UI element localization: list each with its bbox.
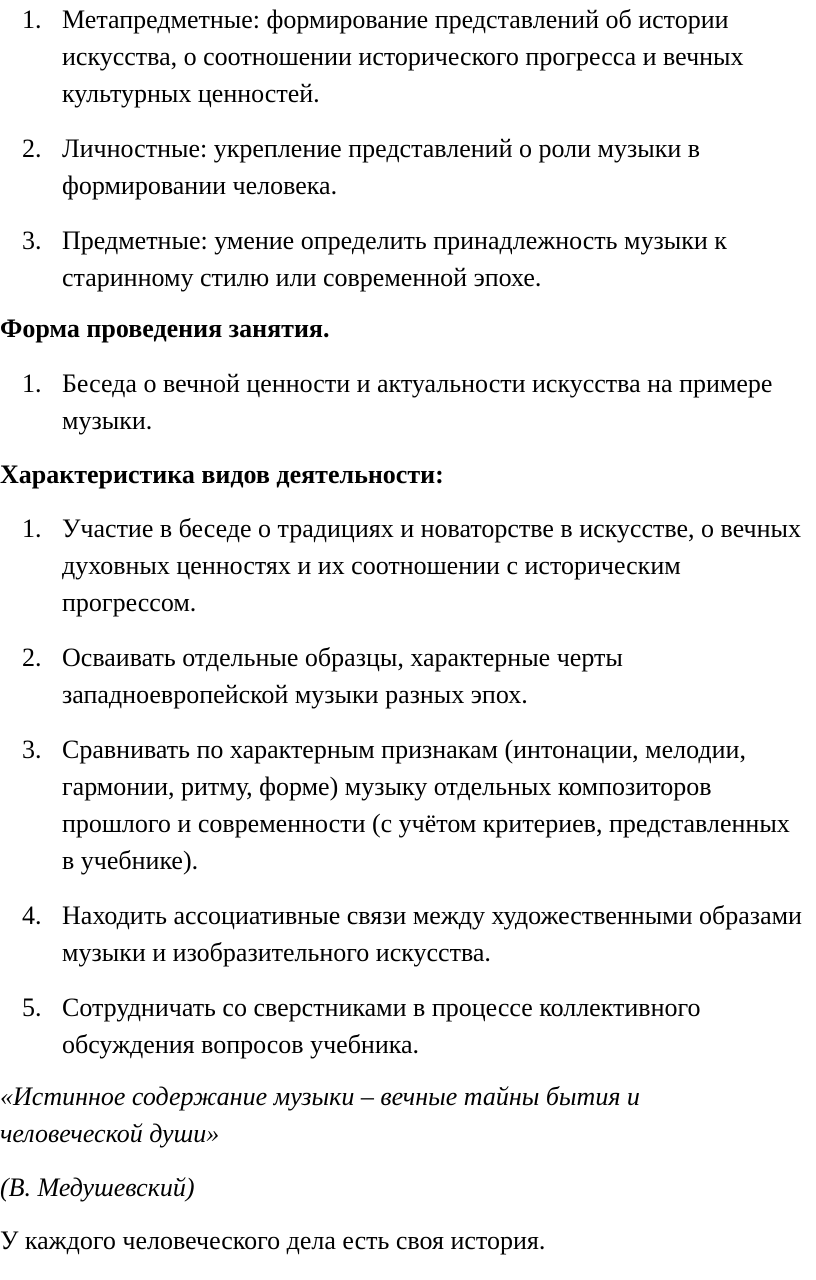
goals-list bbox=[0, 1, 802, 296]
list-number: 1. bbox=[22, 514, 42, 543]
list-item-text: Метапредметные: формирование представлений об истории искусства, о соотношении исторического прогресса и вечных культурных ценностей. bbox=[62, 5, 744, 108]
list-number: 2. bbox=[22, 643, 42, 672]
list-item-text: Беседа о вечной ценности и актуальности искусства на примере музыки. bbox=[62, 369, 773, 435]
list-number: 4. bbox=[22, 901, 42, 930]
quote-author: (В. Медушевский) bbox=[0, 1173, 195, 1202]
list-item-text: Осваивать отдельные образцы, характерные черты западноевропейской музыки разных эпох. bbox=[62, 643, 623, 709]
epigraph-quote: «Истинное содержание музыки – вечные тайны бытия и человеческой души» bbox=[0, 1082, 640, 1148]
activity-list bbox=[0, 510, 802, 1063]
list-item-text: Предметные: умение определить принадлежность музыки к старинному стилю или современной эпохе. bbox=[62, 226, 727, 292]
list-item bbox=[0, 510, 802, 621]
list-number: 3. bbox=[22, 735, 42, 764]
form-list bbox=[0, 365, 802, 439]
list-number: 3. bbox=[22, 226, 42, 255]
list-item bbox=[0, 130, 802, 204]
closing-paragraph: У каждого человеческого дела есть своя история. bbox=[0, 1226, 546, 1255]
list-number: 1. bbox=[22, 5, 42, 34]
list-item-text: Находить ассоциативные связи между художественными образами музыки и изобразительного искусства. bbox=[62, 901, 802, 967]
list-item bbox=[0, 989, 802, 1063]
list-item bbox=[0, 897, 802, 971]
list-item bbox=[0, 639, 802, 713]
list-number: 2. bbox=[22, 134, 42, 163]
list-item bbox=[0, 365, 802, 439]
list-item-text: Участие в беседе о традициях и новаторстве в искусстве, о вечных духовных ценностях и их соотношении с историческим прогрессом. bbox=[62, 514, 801, 617]
list-item-text: Личностные: укрепление представлений о роли музыки в формировании человека. bbox=[62, 134, 701, 200]
activity-heading: Характеристика видов деятельности: bbox=[0, 460, 444, 489]
list-item-text: Сотрудничать со сверстниками в процессе коллективного обсуждения вопросов учебника. bbox=[62, 993, 701, 1059]
form-heading: Форма проведения занятия. bbox=[0, 314, 330, 343]
list-number: 5. bbox=[22, 993, 42, 1022]
list-item bbox=[0, 1, 802, 112]
list-item bbox=[0, 222, 802, 296]
list-item bbox=[0, 731, 802, 879]
list-item-text: Сравнивать по характерным признакам (интонации, мелодии, гармонии, ритму, форме) музыку отдельных композиторов прошлого и современности (с учётом критериев, представленных в учебнике). bbox=[62, 735, 790, 875]
list-number: 1. bbox=[22, 369, 42, 398]
